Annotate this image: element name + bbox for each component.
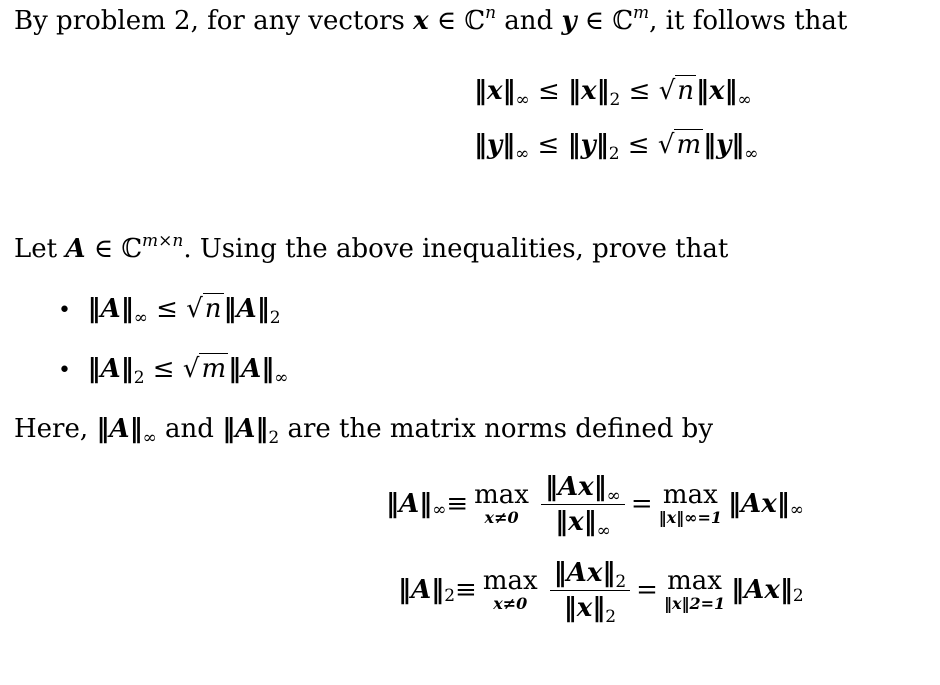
sub-inf: ∞ (744, 144, 759, 164)
numerator: $‖Ax‖_\infty$ (544, 471, 621, 506)
here-and: and (156, 414, 223, 444)
leq: ≤ (529, 76, 569, 106)
norm-a: ‖A‖ (87, 294, 134, 324)
norm-a: ‖A‖ (87, 354, 134, 384)
complex-set: ∈ ℂ (428, 6, 486, 36)
definition-inf-norm (386, 468, 804, 540)
sub-2: 2 (269, 308, 281, 328)
max-operator: max x≠0 (474, 480, 529, 527)
sub-inf: ∞ (142, 428, 157, 448)
equals-sign: = (636, 575, 658, 605)
equiv-sign: ≡ (455, 575, 477, 605)
definition-2-norm (398, 554, 804, 626)
exponent-n: n (485, 3, 497, 23)
norm-x: ‖x‖ (696, 76, 738, 106)
intro-text: By problem 2, for any vectors (14, 6, 414, 36)
sub-2: 2 (268, 428, 280, 448)
norm-a: ‖A‖ (223, 294, 270, 324)
sub-inf: ∞ (789, 499, 804, 520)
intro-line (14, 3, 848, 36)
here-line (14, 414, 714, 448)
denominator: $‖x‖_\infty$ (555, 506, 611, 541)
fraction (550, 557, 631, 627)
max-condition: ‖x‖∞=1 (658, 508, 723, 527)
exponent-m: m (633, 3, 650, 23)
sub-inf: ∞ (432, 499, 447, 520)
let-text: Let (14, 234, 66, 264)
equiv-sign: ≡ (446, 489, 469, 519)
fraction (541, 471, 625, 541)
sub-inf: ∞ (737, 90, 752, 110)
norm-x: ‖x‖ (474, 76, 516, 106)
here-text: Here, (14, 414, 97, 444)
sub-inf: ∞ (515, 90, 530, 110)
sub-inf: ∞ (133, 308, 148, 328)
sqrt-n: √n (658, 76, 695, 106)
inequality-x (474, 76, 752, 110)
sub-inf: ∞ (274, 368, 289, 388)
intro-tail: , it follows that (649, 6, 848, 36)
complex-set: ∈ ℂ (85, 234, 143, 264)
bullet-item-2 (58, 354, 289, 388)
vector-x: x (413, 6, 429, 36)
denominator: $‖x‖_2$ (563, 592, 617, 627)
sub-2: 2 (133, 368, 145, 388)
norm-x: ‖x‖ (568, 76, 610, 106)
here-tail: are the matrix norms defined by (279, 414, 714, 444)
sub-2: 2 (609, 90, 621, 110)
norm-a: ‖A‖ (222, 414, 269, 444)
sub-2: 2 (608, 144, 620, 164)
inequality-y (474, 130, 759, 164)
sub-2: 2 (792, 585, 804, 606)
sub-2: 2 (444, 585, 456, 606)
exponent-dims: m×n (142, 231, 184, 251)
norm-a: ‖A‖ (96, 414, 143, 444)
equals-sign: = (630, 489, 653, 519)
norm-y: ‖y‖ (703, 130, 745, 160)
let-line (14, 231, 729, 264)
leq: ≤ (619, 130, 658, 160)
sqrt-m: √m (657, 130, 702, 160)
leq: ≤ (529, 130, 568, 160)
max-operator: max ‖x‖2=1 (663, 566, 726, 613)
max-condition: x≠0 (484, 508, 519, 527)
bullet-item-1 (58, 294, 281, 328)
leq: ≤ (620, 76, 659, 106)
norm-a: ‖A‖ (228, 354, 275, 384)
norm-a: ‖A‖ (398, 575, 445, 605)
leq: ≤ (147, 294, 187, 324)
complex-set: ∈ ℂ (576, 6, 634, 36)
norm-y: ‖y‖ (567, 130, 609, 160)
sqrt-m: √m (182, 354, 227, 384)
max-condition: ‖x‖2=1 (663, 594, 726, 613)
max-operator: max x≠0 (482, 566, 538, 613)
bullet-icon: • (58, 358, 71, 383)
let-tail: . Using the above inequalities, prove that (183, 234, 729, 264)
vector-y: y (561, 6, 577, 36)
matrix-a: A (65, 234, 86, 264)
norm-a: ‖A‖ (386, 489, 433, 519)
leq: ≤ (144, 354, 183, 384)
max-condition: x≠0 (493, 594, 528, 613)
sub-inf: ∞ (515, 144, 530, 164)
norm-ax: ‖Ax‖ (728, 489, 790, 519)
numerator: $‖Ax‖_2$ (553, 557, 627, 592)
bullet-icon: • (58, 298, 71, 323)
norm-ax: ‖Ax‖ (731, 575, 793, 605)
sqrt-n: √n (186, 294, 222, 324)
intro-and: and (496, 6, 562, 36)
max-operator: max ‖x‖∞=1 (658, 480, 723, 527)
norm-y: ‖y‖ (474, 130, 516, 160)
